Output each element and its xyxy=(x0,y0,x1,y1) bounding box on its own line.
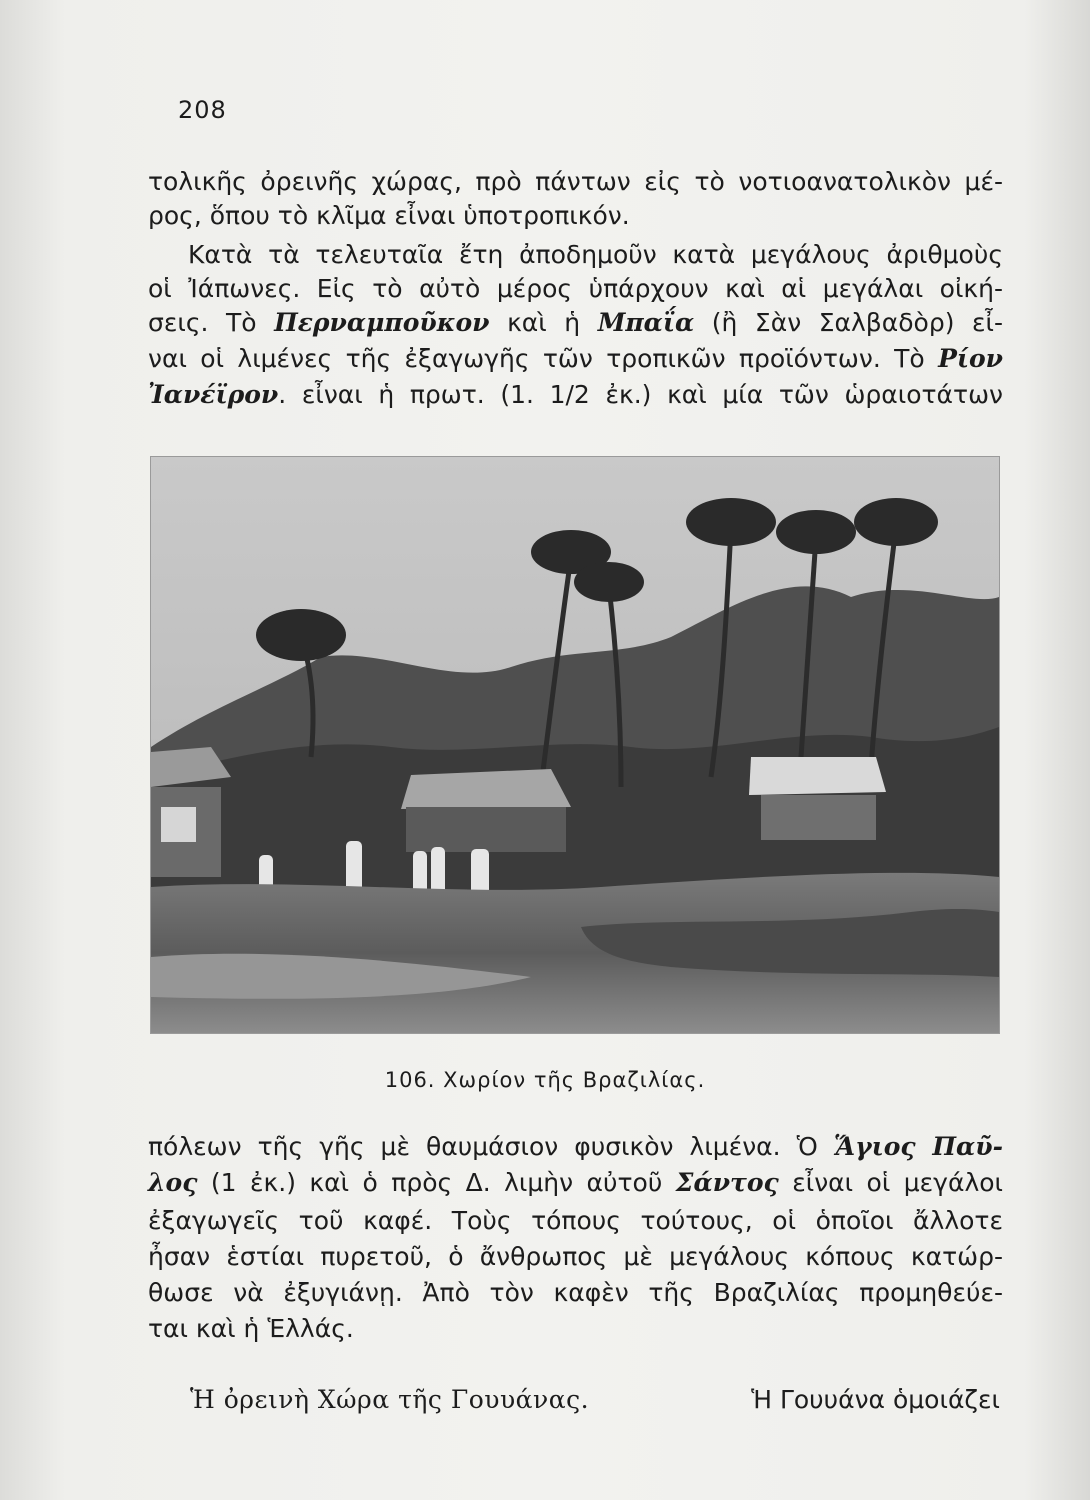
text-line xyxy=(148,342,1003,376)
text-span: καὶ ἡ xyxy=(489,308,598,337)
place-name-sao-paulo: Ἅγιος Παῦ- xyxy=(833,1132,1003,1161)
place-name-pernambuco: Περναμποῦκον xyxy=(274,308,490,337)
place-name-santos: Σάντος xyxy=(675,1168,779,1197)
text-span: (ἢ Σὰν Σαλβαδὸρ) εἶ- xyxy=(694,308,1003,337)
section-heading-line xyxy=(190,1383,1000,1417)
text-span: (1 ἐκ.) καὶ ὁ πρὸς Δ. λιμὴν αὐτοῦ xyxy=(197,1168,676,1197)
text-line: θωσε νὰ ἐξυγιάνῃ. Ἀπὸ τὸν καφὲν τῆς Βραζιλίας προμηθεύε- xyxy=(148,1278,1003,1307)
place-name-rio: Ρίον xyxy=(938,344,1003,373)
text-line xyxy=(148,1166,1003,1200)
text-line: ρος, ὅπου τὸ κλῖμα εἶναι ὑποτροπικόν. xyxy=(148,201,630,230)
section-text: Ἡ Γουυάνα ὁμοιάζει xyxy=(751,1385,1000,1414)
text-line: οἱ Ἰάπωνες. Εἰς τὸ αὐτὸ μέρος ὑπάρχουν καὶ αἱ μεγάλαι οἰκή- xyxy=(148,274,1003,303)
text-span: εἶναι οἱ μεγάλοι xyxy=(778,1168,1004,1197)
text-line: ται καὶ ἡ Ἑλλάς. xyxy=(148,1314,354,1343)
figure-caption: 106. Χωρίον τῆς Βραζιλίας. xyxy=(384,1068,706,1092)
text-line: τολικῆς ὀρεινῆς χώρας, πρὸ πάντων εἰς τὸ νοτιοανατολικὸν μέ- xyxy=(148,167,1003,196)
village-photo-illustration xyxy=(151,457,999,1033)
text-span: . εἶναι ἡ πρωτ. (1. 1/2 ἐκ.) καὶ μία τῶν ὡραιοτάτων xyxy=(278,380,1003,409)
place-name-bahia: Μπαΐα xyxy=(597,308,695,337)
text-line: Κατὰ τὰ τελευταῖα ἔτη ἀποδημοῦν κατὰ μεγάλους ἀριθμοὺς xyxy=(188,240,1003,269)
place-name-sao-paulo-end: λος xyxy=(148,1168,198,1197)
place-name-janeiro: Ἰανέϊρον xyxy=(148,380,279,409)
text-span: ναι οἱ λιμένες τῆς ἐξαγωγῆς τῶν τροπικῶν προϊόντων. Τὸ xyxy=(148,344,939,373)
text-line: ἐξαγωγεῖς τοῦ καφέ. Τοὺς τόπους τούτους, οἱ ὁποῖοι ἄλλοτε xyxy=(148,1206,1003,1235)
text-span: πόλεων τῆς γῆς μὲ θαυμάσιον φυσικὸν λιμένα. Ὁ xyxy=(148,1132,834,1161)
section-title: Ἡ ὀρεινὴ Χώρα τῆς Γουυάνας. xyxy=(190,1385,590,1414)
village-photo xyxy=(150,456,1000,1034)
text-span: σεις. Τὸ xyxy=(148,308,275,337)
text-line xyxy=(148,378,1003,412)
page-number: 208 xyxy=(178,96,227,124)
text-line xyxy=(148,1130,1003,1164)
text-line xyxy=(148,306,1003,340)
text-line: ἦσαν ἑστίαι πυρετοῦ, ὁ ἄνθρωπος μὲ μεγάλους κόπους κατώρ- xyxy=(148,1242,1003,1271)
